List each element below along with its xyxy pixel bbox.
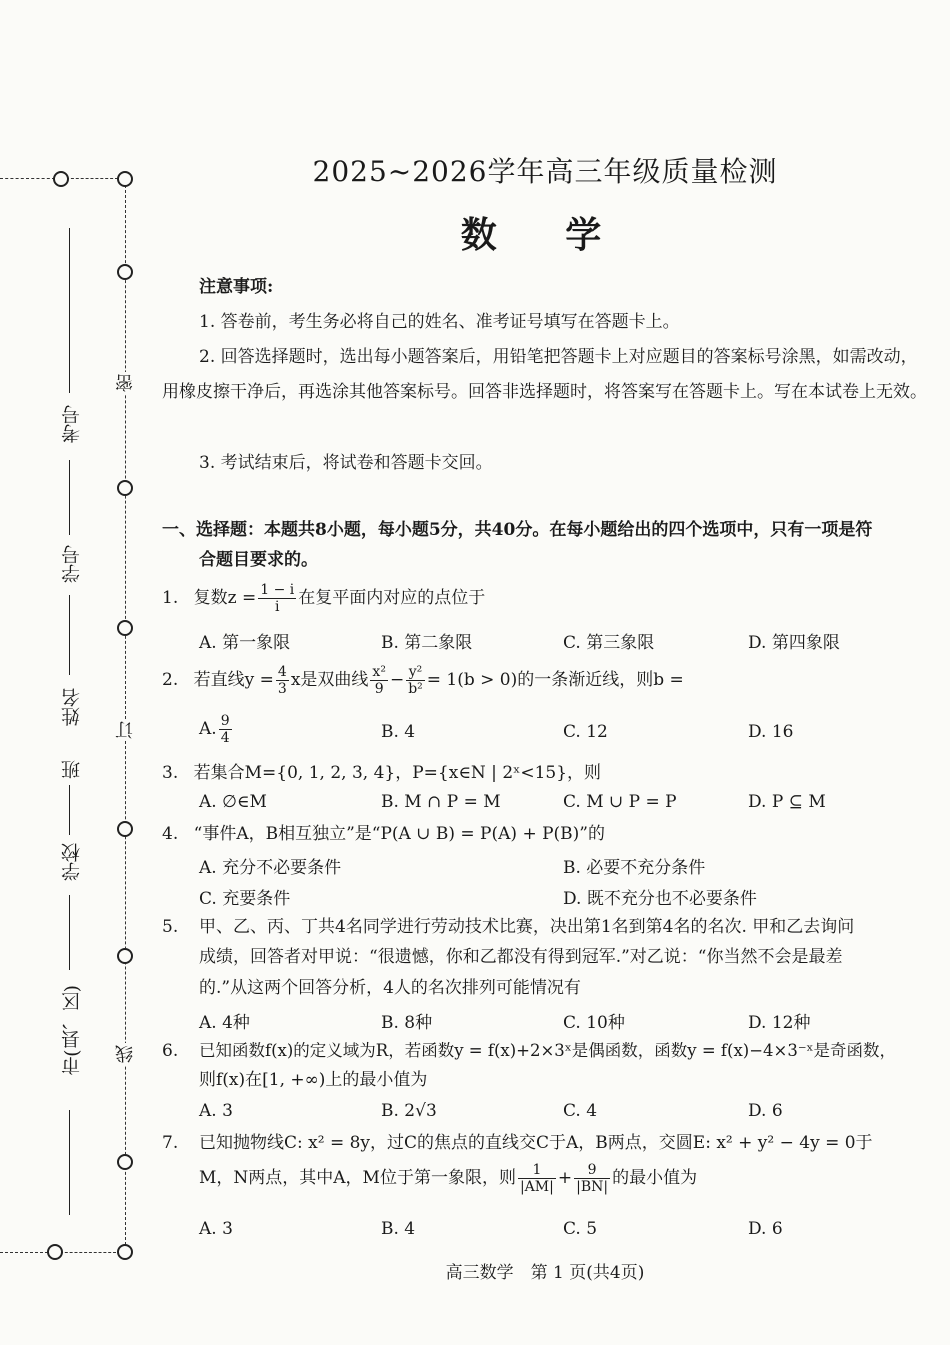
q6-option-a: A. 3 <box>199 1101 233 1121</box>
binding-circle <box>117 1154 133 1170</box>
question-number: 1. <box>162 588 179 608</box>
seal-line-bottom-left <box>0 1252 48 1253</box>
line-mark: 线 <box>113 1043 139 1065</box>
xuexiao-label: 学校 <box>61 843 83 881</box>
q1-option-c: C. 第三象限 <box>563 633 655 653</box>
question-6-number: 6. <box>162 1041 179 1061</box>
xuehao-label: 学号 <box>61 545 83 583</box>
q3-option-d: D. P ⊆ M <box>748 792 826 812</box>
q3-option-c: C. M ∪ P = P <box>563 792 677 812</box>
q4-option-a: A. 充分不必要条件 <box>199 858 342 878</box>
xingming-label: 姓名 <box>61 688 83 726</box>
notice-item-3: 3. 考试结束后，将试卷和答题卡交回。 <box>199 453 493 473</box>
question-number: 2. <box>162 670 179 690</box>
q3-option-a: A. ∅∈M <box>199 792 267 812</box>
q6-option-c: C. 4 <box>563 1101 598 1121</box>
xuehao-line[interactable] <box>69 460 70 535</box>
page-footer: 高三数学 第 1 页(共4页) <box>445 1263 645 1283</box>
ban-label: 班 <box>61 760 83 779</box>
question-2: 2. 若直线y = $\frac{4}{3}$ x是双曲线 $\frac{\text{x²}}{9}$ − $\frac{\text{y²}}{\text{b²}}$ = 1(b > 0)的一条渐近线，则b = <box>162 664 684 697</box>
question-5-number: 5. <box>162 917 179 937</box>
notice-heading: 注意事项: <box>199 277 274 297</box>
q5-option-a: A. 4种 <box>199 1013 250 1033</box>
q2-option-c: C. 12 <box>563 722 608 742</box>
fraction: $\frac{1 - i}{i}$ <box>260 582 295 615</box>
question-5-line3: 的.”从这两个回答分析，4人的名次排列可能情况有 <box>199 978 581 998</box>
binding-circle <box>117 264 133 280</box>
shi-line[interactable] <box>69 1110 70 1215</box>
q3-option-b: B. M ∩ P = M <box>381 792 501 812</box>
notice-item-2: 2. 回答选择题时，选出每小题答案后，用铅笔把答题卡上对应题目的答案标号涂黑，如需改动，用橡皮擦干净后，再选涂其他答案标号。回答非选择题时，将答案写在答题卡上。写在本试卷上无效。 <box>162 347 927 402</box>
binding-circle <box>117 821 133 837</box>
q6-option-b: B. 2√3 <box>381 1101 437 1121</box>
question-number: 4. <box>162 824 179 844</box>
xingming-line[interactable] <box>69 595 70 675</box>
q4-option-b: B. 必要不充分条件 <box>563 858 706 878</box>
seal-line-top-left <box>0 178 55 179</box>
q1-option-d: D. 第四象限 <box>748 633 840 653</box>
question-5-line2: 成绩，回答者对甲说：“很遗憾，你和乙都没有得到冠军.”对乙说：“你当然不会是最差 <box>199 947 843 967</box>
q1-option-a: A. 第一象限 <box>199 633 291 653</box>
q5-option-d: D. 12种 <box>748 1013 811 1033</box>
question-1: 1. 复数z = $\frac{1 - i}{i}$ 在复平面内对应的点位于 <box>162 582 486 615</box>
q7-option-a: A. 3 <box>199 1219 233 1239</box>
binding-circle <box>53 171 69 187</box>
xuexiao-line[interactable] <box>69 895 70 970</box>
ban-line[interactable] <box>69 785 70 835</box>
question-7-number: 7. <box>162 1133 179 1153</box>
notice-item-1: 1. 答卷前，考生务必将自己的姓名、准考证号填写在答题卡上。 <box>199 312 680 332</box>
q6-option-d: D. 6 <box>748 1101 783 1121</box>
section-heading-cont: 合题目要求的。 <box>199 550 318 570</box>
kaohao-line[interactable] <box>69 228 70 393</box>
question-6-line1: 已知函数f(x)的定义域为R，若函数y = f(x)+2×3ˣ是偶函数，函数y = f(x)−4×3⁻ˣ是奇函数， <box>199 1041 897 1060</box>
q5-option-b: B. 8种 <box>381 1013 433 1033</box>
seal-line-top <box>66 178 118 179</box>
seal-mark: 密 <box>113 372 139 394</box>
binding-circle <box>117 480 133 496</box>
exam-title: 2025~2026学年高三年级质量检测 <box>312 155 778 188</box>
q4-option-d: D. 既不充分也不必要条件 <box>563 889 757 909</box>
subject-title: 数 学 <box>460 214 630 256</box>
binding-circle <box>117 948 133 964</box>
question-7-line2: M，N两点，其中A，M位于第一象限，则 $\frac{1}{|AM|}$ + $\frac{9}{|BN|}$ 的最小值为 <box>199 1162 698 1195</box>
question-6-line2: 则f(x)在[1, +∞)上的最小值为 <box>199 1070 428 1090</box>
shi-label: 市(县、区) <box>61 985 83 1076</box>
q7-option-b: B. 4 <box>381 1219 416 1239</box>
q2-option-a: A. $\frac{9}{4}$ <box>199 713 230 746</box>
question-number: 3. <box>162 763 179 783</box>
fold-mark: 订 <box>113 719 139 741</box>
question-7-line1: 已知抛物线C: x² = 8y，过C的焦点的直线交C于A，B两点，交圆E: x² + y² − 4y = 0于 <box>199 1133 873 1153</box>
question-5-line1: 甲、乙、丙、丁共4名同学进行劳动技术比赛，决出第1名到第4名的名次. 甲和乙去询问 <box>199 917 855 937</box>
q7-option-c: C. 5 <box>563 1219 598 1239</box>
kaohao-label: 考号 <box>61 405 83 443</box>
q4-option-c: C. 充要条件 <box>199 889 291 909</box>
question-4: 4. “事件A，B相互独立”是“P(A ∪ B) = P(A) + P(B)”的 <box>162 824 605 844</box>
seal-line-bottom <box>60 1252 116 1253</box>
question-3: 3. 若集合M={0, 1, 2, 3, 4}，P={x∈N | 2ˣ<15}，则 <box>162 763 602 783</box>
q5-option-c: C. 10种 <box>563 1013 625 1033</box>
binding-circle <box>47 1244 63 1260</box>
binding-circle <box>117 620 133 636</box>
binding-circle <box>117 171 133 187</box>
seal-line-vertical <box>125 185 126 1245</box>
binding-circle <box>117 1244 133 1260</box>
q2-option-b: B. 4 <box>381 722 416 742</box>
section-heading: 一、选择题：本题共8小题，每小题5分，共40分。在每小题给出的四个选项中，只有一项是符 <box>162 520 873 540</box>
q1-option-b: B. 第二象限 <box>381 633 473 653</box>
q7-option-d: D. 6 <box>748 1219 783 1239</box>
q2-option-d: D. 16 <box>748 722 794 742</box>
